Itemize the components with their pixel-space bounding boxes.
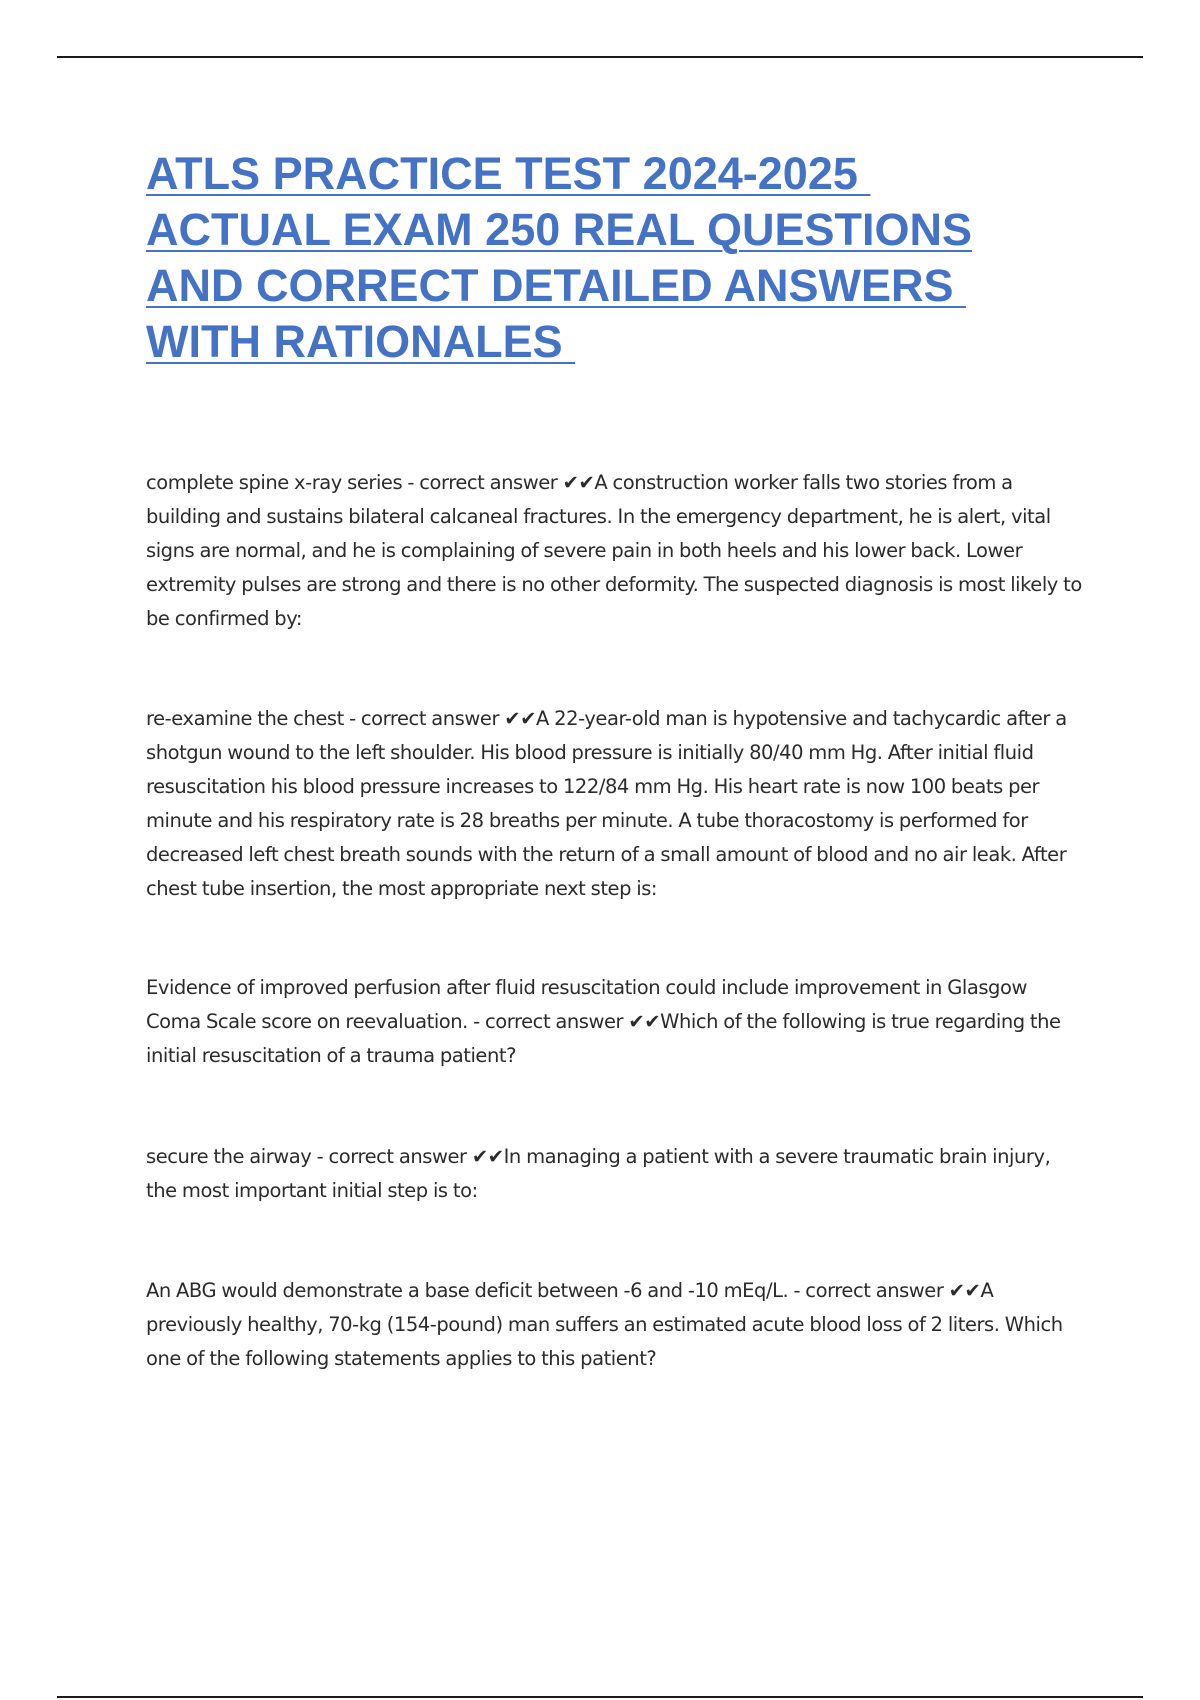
title-line: WITH RATIONALES xyxy=(146,316,576,367)
bottom-horizontal-rule xyxy=(57,1696,1143,1698)
top-horizontal-rule xyxy=(57,56,1143,58)
qa-item: Evidence of improved perfusion after fluid resuscitation could include improvement in Glasgow Coma Scale score on reevaluation. - correct answer ✔✔Which of the following is true regarding the initial resuscitation of a trauma patient? xyxy=(146,976,1061,1067)
qa-item: re-examine the chest - correct answer ✔✔A 22-year-old man is hypotensive and tachycardic after a shotgun wound to the left shoulder. His blood pressure is initially 80/40 mm Hg. After initial fluid resuscitation his blood pressure increases to 122/84 mm Hg. His heart rate is now 100 beats per minute and his respiratory rate is 28 breaths per minute. A tube thoracostomy is performed for decreased left chest breath sounds with the return of a small amount of blood and no air leak. After chest tube insertion, the most appropriate next step is: xyxy=(146,707,1067,900)
qa-item: An ABG would demonstrate a base deficit between -6 and -10 mEq/L. - correct answer ✔✔A previously healthy, 70-kg (154-pound) man suffers an estimated acute blood loss of 2 liters. Which one of the following statements applies to this patient? xyxy=(146,1279,1063,1370)
title-line: ACTUAL EXAM 250 REAL QUESTIONS xyxy=(146,204,972,255)
document-title[interactable] xyxy=(146,146,1136,370)
qa-item: complete spine x-ray series - correct answer ✔✔A construction worker falls two stories from a building and sustains bilateral calcaneal fractures. In the emergency department, he is alert, vital signs are normal, and he is complaining of severe pain in both heels and his lower back. Lower extremity pulses are strong and there is no other deformity. The suspected diagnosis is most likely to be confirmed by: xyxy=(146,471,1082,630)
qa-item: secure the airway - correct answer ✔✔In managing a patient with a severe traumatic brain injury, the most important initial step is to: xyxy=(146,1145,1051,1202)
title-line: AND CORRECT DETAILED ANSWERS xyxy=(146,260,966,311)
title-line: ATLS PRACTICE TEST 2024-2025 xyxy=(146,148,871,199)
